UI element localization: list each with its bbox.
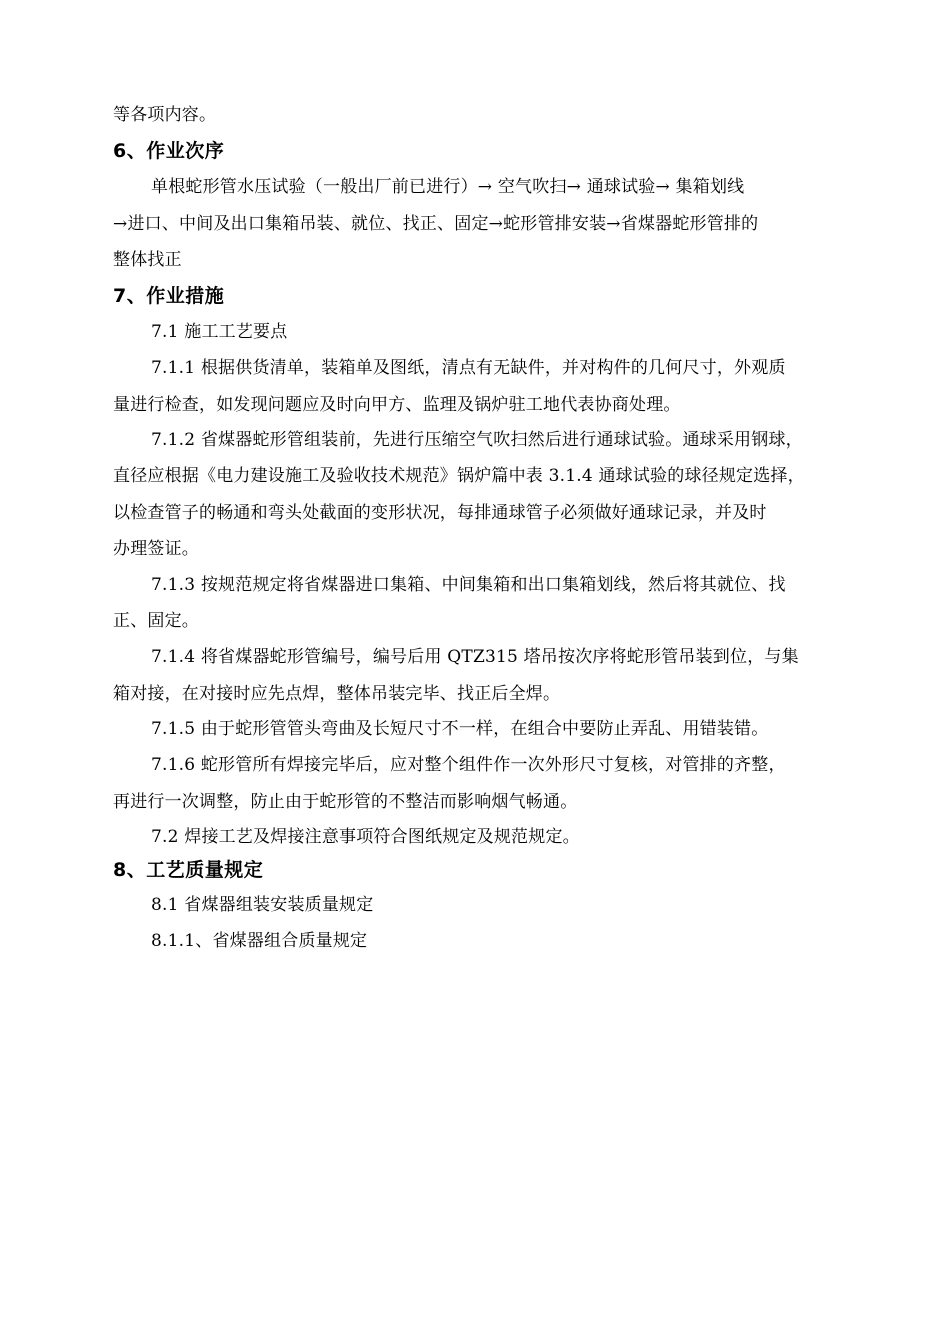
paragraph-line: 7.1.1 根据供货清单，装箱单及图纸，清点有无缺件，并对构件的几何尺寸，外观质 bbox=[151, 358, 786, 378]
paragraph-line: 7.2 焊接工艺及焊接注意事项符合图纸规定及规范规定。 bbox=[151, 827, 580, 847]
section-heading-8: 8、工艺质量规定 bbox=[113, 859, 264, 881]
paragraph-line: 办理签证。 bbox=[113, 539, 199, 559]
section-heading-6: 6、作业次序 bbox=[113, 140, 225, 162]
section-heading-7: 7、作业措施 bbox=[113, 285, 225, 307]
paragraph-line: 7.1.3 按规范规定将省煤器进口集箱、中间集箱和出口集箱划线，然后将其就位、找 bbox=[151, 575, 786, 595]
subsection-title: 7.1 施工工艺要点 bbox=[151, 322, 288, 342]
paragraph-line: 再进行一次调整，防止由于蛇形管的不整洁而影响烟气畅通。 bbox=[113, 792, 578, 812]
paragraph-line: 直径应根据《电力建设施工及验收技术规范》锅炉篇中表 3.1.4 通球试验的球径规定选择， bbox=[113, 466, 805, 486]
paragraph-line: 整体找正 bbox=[113, 250, 182, 270]
paragraph-line: 单根蛇形管水压试验（一般出厂前已进行）→ 空气吹扫→ 通球试验→ 集箱划线 bbox=[151, 177, 745, 197]
paragraph-line: 正、固定。 bbox=[113, 611, 199, 631]
continuation-text: 等各项内容。 bbox=[113, 105, 217, 125]
paragraph-line: 7.1.5 由于蛇形管管头弯曲及长短尺寸不一样，在组合中要防止弄乱、用错装错。 bbox=[151, 719, 769, 739]
paragraph-line: 以检查管子的畅通和弯头处截面的变形状况，每排通球管子必须做好通球记录，并及时 bbox=[113, 503, 767, 523]
paragraph-line: 7.1.4 将省煤器蛇形管编号，编号后用 QTZ315 塔吊按次序将蛇形管吊装到位，与集 bbox=[151, 647, 799, 667]
paragraph-line: 量进行检查，如发现问题应及时向甲方、监理及锅炉驻工地代表协商处理。 bbox=[113, 395, 681, 415]
subsection-title: 8.1.1、省煤器组合质量规定 bbox=[151, 931, 368, 951]
paragraph-line: →进口、中间及出口集箱吊装、就位、找正、固定→蛇形管排安装→省煤器蛇形管排的 bbox=[113, 214, 759, 234]
paragraph-line: 7.1.6 蛇形管所有焊接完毕后，应对整个组件作一次外形尺寸复核，对管排的齐整， bbox=[151, 755, 786, 775]
paragraph-line: 箱对接，在对接时应先点焊，整体吊装完毕、找正后全焊。 bbox=[113, 684, 561, 704]
subsection-title: 8.1 省煤器组装安装质量规定 bbox=[151, 895, 374, 915]
paragraph-line: 7.1.2 省煤器蛇形管组装前，先进行压缩空气吹扫然后进行通球试验。通球采用钢球， bbox=[151, 430, 803, 450]
